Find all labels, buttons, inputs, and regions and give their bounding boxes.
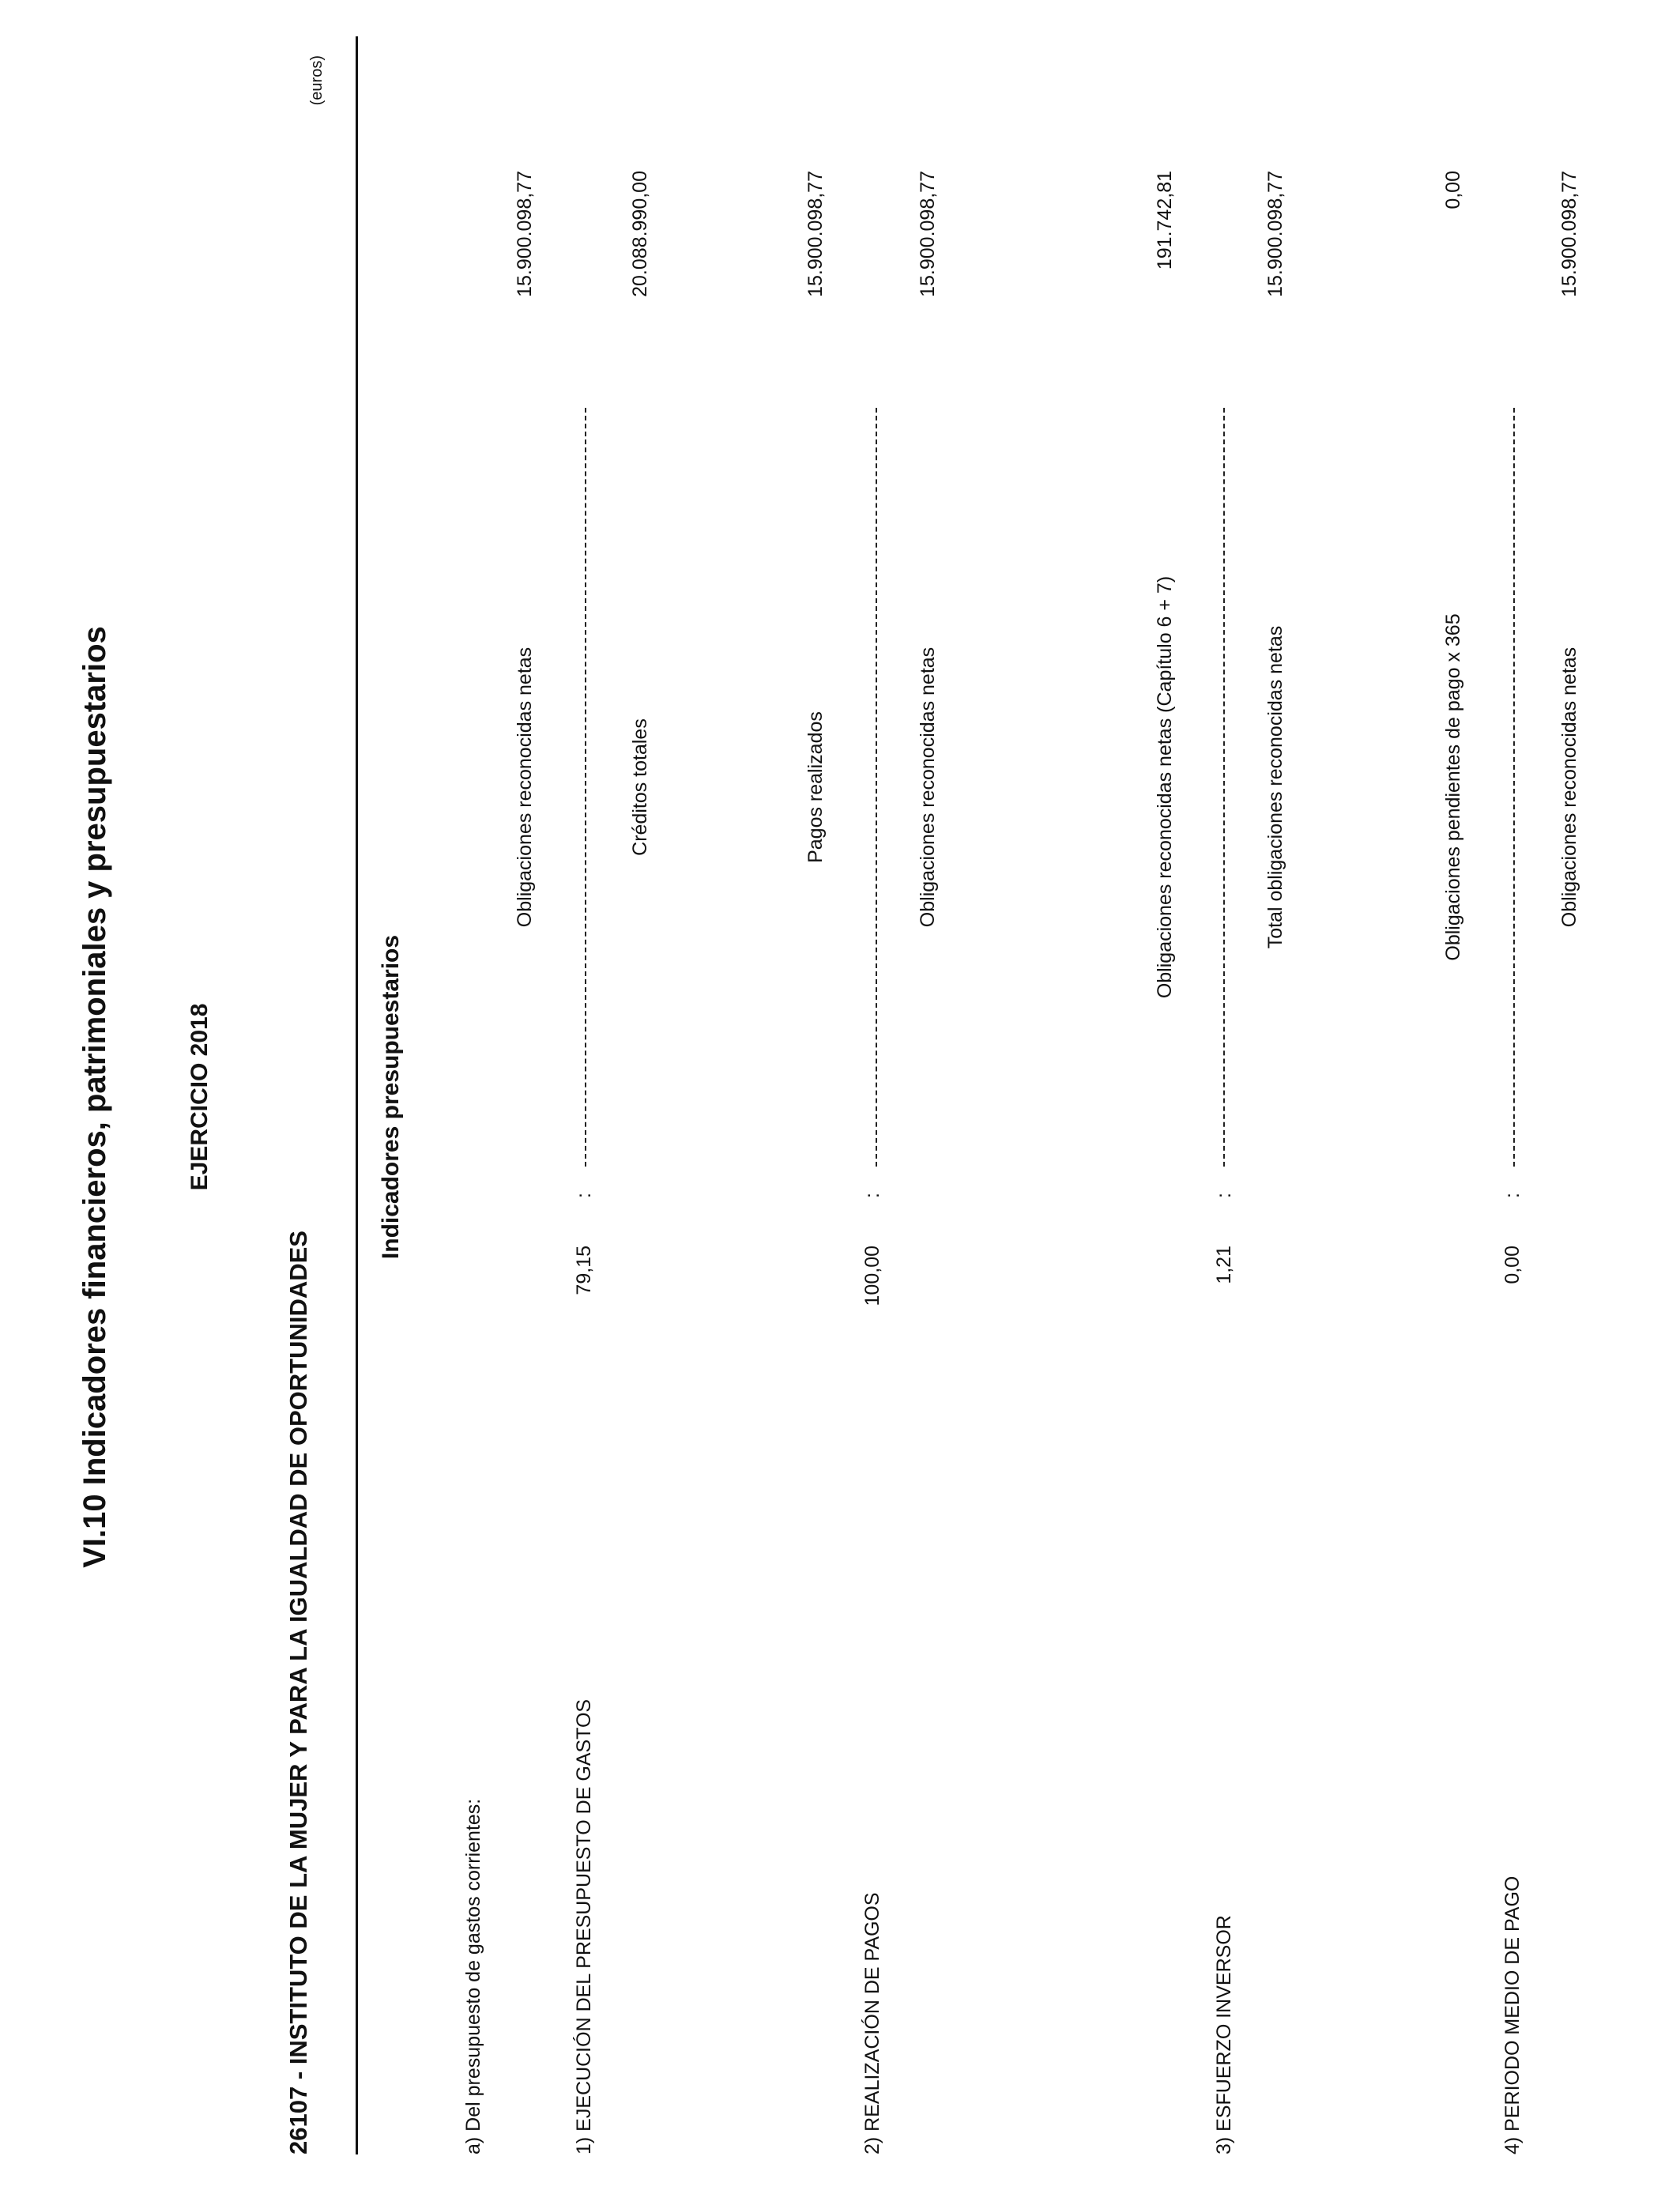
numerator-label: Obligaciones reconocidas netas	[514, 647, 536, 928]
header-rule	[356, 36, 358, 2154]
denominator-value: 15.900.098,77	[917, 171, 939, 297]
numerator-value: 15.900.098,77	[514, 171, 536, 297]
page-title: VI.10 Indicadores financieros, patrimoniales y presupuestarios	[77, 626, 112, 1568]
indicator-label: 3) ESFUERZO INVERSOR	[1213, 1915, 1235, 2154]
indicator-value: 1,21	[1213, 1246, 1235, 1284]
numerator-value: 191.742,81	[1154, 171, 1176, 270]
fraction-line	[585, 408, 586, 1167]
denominator-value: 20.088.990,00	[629, 171, 651, 297]
section-heading: Indicadores presupuestarios	[378, 934, 404, 1260]
indicator-label: 4) PERIODO MEDIO DE PAGO	[1501, 1875, 1524, 2154]
units-note: (euros)	[308, 55, 326, 106]
numerator-label: Obligaciones pendientes de pago x 365	[1442, 613, 1464, 961]
numerator-label: Pagos realizados	[804, 711, 827, 863]
fraction-line	[1223, 408, 1225, 1167]
indicator-colon: :	[861, 1193, 883, 1198]
fraction-line	[1513, 408, 1515, 1167]
fraction-line	[876, 408, 877, 1167]
numerator-label: Obligaciones reconocidas netas (Capítulo 6 + 7)	[1154, 575, 1176, 999]
indicator-colon: :	[573, 1193, 595, 1198]
numerator-value: 0,00	[1442, 171, 1464, 209]
indicator-value: 79,15	[573, 1246, 595, 1295]
indicator-label: 2) REALIZACIÓN DE PAGOS	[861, 1892, 883, 2154]
numerator-value: 15.900.098,77	[804, 171, 827, 297]
denominator-value: 15.900.098,77	[1264, 171, 1286, 297]
denominator-label: Créditos totales	[629, 718, 651, 856]
indicator-value: 0,00	[1501, 1246, 1524, 1284]
indicator-colon: :	[1501, 1193, 1524, 1198]
indicator-label: 1) EJECUCIÓN DEL PRESUPUESTO DE GASTOS	[573, 1698, 595, 2154]
denominator-label: Obligaciones reconocidas netas	[1558, 647, 1580, 928]
indicator-colon: :	[1213, 1193, 1235, 1198]
entity-heading: 26107 - INSTITUTO DE LA MUJER Y PARA LA IGUALDAD DE OPORTUNIDADES	[284, 1231, 312, 2154]
denominator-label: Obligaciones reconocidas netas	[917, 647, 939, 928]
denominator-value: 15.900.098,77	[1558, 171, 1580, 297]
fiscal-year-heading: EJERCICIO 2018	[186, 1003, 213, 1191]
subsection-label: a) Del presupuesto de gastos corrientes:	[462, 1798, 484, 2154]
indicator-value: 100,00	[861, 1246, 883, 1306]
denominator-label: Total obligaciones reconocidas netas	[1264, 625, 1286, 949]
